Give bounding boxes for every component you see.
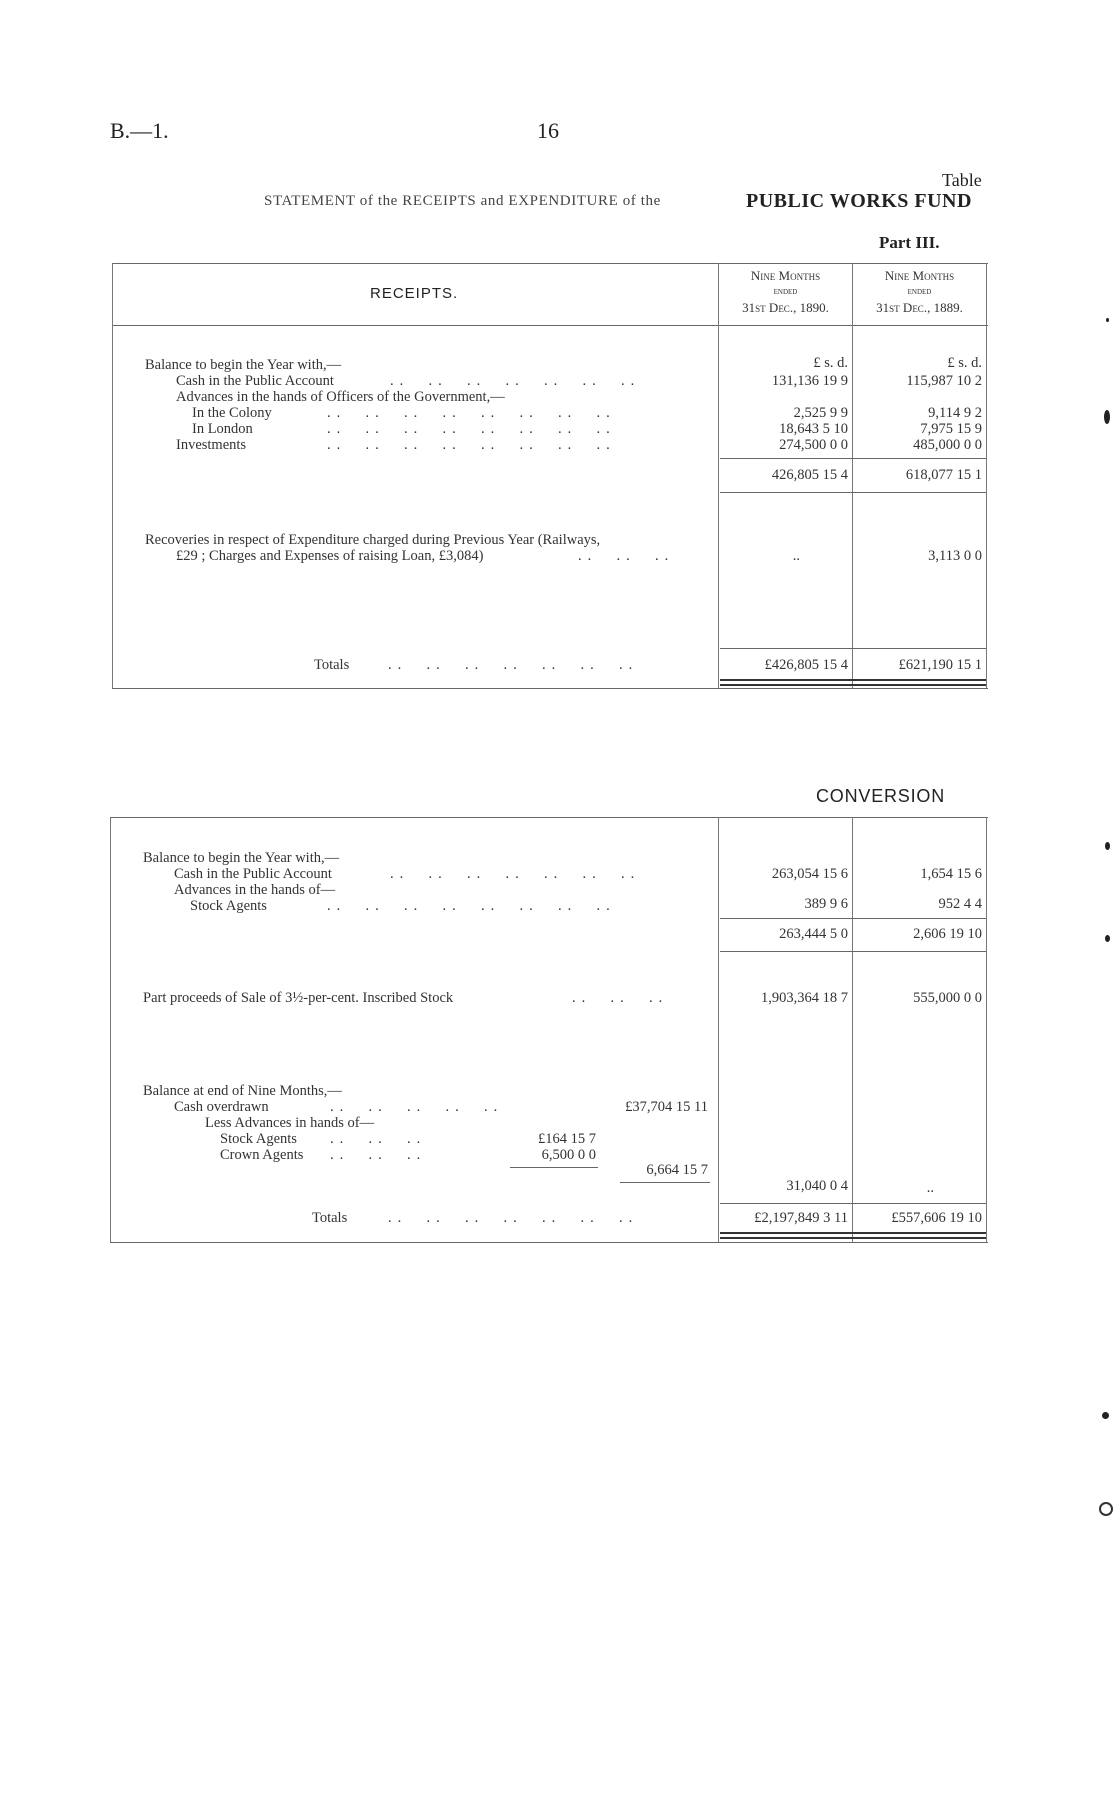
cell-1890: 389 9 6 (804, 896, 848, 912)
part-proceeds-label: Part proceeds of Sale of 3½-per-cent. Inscribed Stock (143, 990, 454, 1006)
row-label: Advances in the hands of— (174, 882, 336, 898)
row-label: Advances in the hands of Officers of the Government,— (176, 389, 505, 405)
leader-dots: .. .. .. .. .. .. .. (390, 373, 641, 389)
row-label: Balance to begin the Year with,— (143, 850, 340, 866)
totals-1889: £557,606 19 10 (891, 1210, 982, 1226)
cell-1890: 274,500 0 0 (779, 437, 848, 453)
col1-head-line3: 31st Dec., 1890. (742, 300, 829, 315)
recoveries-label: Recoveries in respect of Expenditure charged during Previous Year (Railways, (145, 532, 601, 548)
statement-title: STATEMENT of the RECEIPTS and EXPENDITURE of the (264, 193, 661, 209)
col2-head-line2: ended (907, 286, 932, 297)
recoveries-1889: 3,113 0 0 (928, 548, 982, 564)
row-label: Cash in the Public Account (174, 866, 332, 882)
part-proceeds-1889: 555,000 0 0 (913, 990, 982, 1006)
less-advances-label: Less Advances in hands of— (205, 1115, 375, 1131)
leader-dots: .. .. .. (330, 1147, 427, 1163)
balance-end-1889: .. (926, 1180, 934, 1196)
cell-1889: 7,975 15 9 (920, 421, 982, 437)
leader-dots: .. .. .. .. .. .. .. (388, 1210, 639, 1226)
cash-overdrawn-label: Cash overdrawn (174, 1099, 269, 1115)
stock-agents-label: Stock Agents (220, 1131, 297, 1147)
row-label: Stock Agents (190, 898, 267, 914)
leader-dots: .. .. .. (330, 1131, 427, 1147)
balance-end-label: Balance at end of Nine Months,— (143, 1083, 342, 1099)
col1-head-line1: Nine Months (750, 268, 821, 283)
totals-1890: £2,197,849 3 11 (754, 1210, 848, 1226)
table-label: Table (942, 170, 982, 190)
cell-1889: 1,654 15 6 (920, 866, 982, 882)
recoveries-label-cont: £29 ; Charges and Expenses of raising Loan, £3,084) (176, 548, 484, 564)
cash-overdrawn-amount: £37,704 15 11 (625, 1099, 708, 1115)
stock-agents-amount: £164 15 7 (538, 1131, 596, 1147)
col2-head-line1: Nine Months (884, 268, 955, 283)
leader-dots: .. .. .. (578, 548, 675, 564)
subtotal-1889: 2,606 19 10 (913, 926, 982, 942)
col2-head-line3: 31st Dec., 1889. (876, 300, 963, 315)
scan-speck (1104, 410, 1110, 424)
subtotal-1890: 426,805 15 4 (771, 467, 848, 483)
scan-speck (1105, 935, 1110, 942)
totals-label: Totals (314, 657, 350, 673)
part-label: Part III. (879, 233, 940, 252)
leader-dots: .. .. .. (572, 990, 669, 1006)
totals-label: Totals (312, 1210, 348, 1226)
balance-end-1890: 31,040 0 4 (786, 1178, 848, 1194)
row-label: In the Colony (192, 405, 272, 421)
cell-1889: 115,987 10 2 (906, 373, 982, 389)
part-proceeds-1890: 1,903,364 18 7 (761, 990, 848, 1006)
row-label: Balance to begin the Year with,— (145, 357, 342, 373)
fund-name: PUBLIC WORKS FUND (746, 190, 972, 212)
leader-dots: .. .. .. .. .. .. .. .. (327, 421, 616, 437)
conversion-heading: CONVERSION (816, 786, 946, 806)
cell-1889: 485,000 0 0 (913, 437, 982, 453)
column-header-1889 (853, 268, 986, 316)
receipts-heading: RECEIPTS. (370, 285, 459, 302)
totals-1890: £426,805 15 4 (764, 657, 848, 673)
leader-dots: .. .. .. .. .. .. .. .. (327, 437, 616, 453)
crown-agents-amount: 6,500 0 0 (541, 1147, 596, 1163)
scan-speck (1099, 1502, 1113, 1516)
scan-speck (1106, 318, 1109, 322)
scan-speck (1102, 1412, 1109, 1419)
leader-dots: .. .. .. .. .. .. .. .. (327, 898, 616, 914)
leader-dots: .. .. .. .. .. (330, 1099, 504, 1115)
scan-speck (1105, 842, 1110, 850)
currency-header-1: £ s. d. (813, 355, 848, 371)
recoveries-1890: .. (792, 548, 800, 564)
leader-dots: .. .. .. .. .. .. .. .. (327, 405, 616, 421)
advances-total: 6,664 15 7 (646, 1162, 708, 1178)
cell-1889: 9,114 9 2 (928, 405, 982, 421)
row-label: Cash in the Public Account (176, 373, 334, 389)
leader-dots: .. .. .. .. .. .. .. (390, 866, 641, 882)
col1-head-line2: ended (773, 286, 798, 297)
column-header-1890 (719, 268, 852, 316)
subtotal-1890: 263,444 5 0 (779, 926, 848, 942)
page-number: 16 (537, 118, 559, 143)
row-label: Investments (176, 437, 247, 453)
subtotal-1889: 618,077 15 1 (905, 467, 982, 483)
leader-dots: .. .. .. .. .. .. .. (388, 657, 639, 673)
page-reference: B.—1. (110, 118, 169, 143)
cell-1890: 18,643 5 10 (779, 421, 848, 437)
row-label: In London (192, 421, 253, 437)
cell-1890: 263,054 15 6 (771, 866, 848, 882)
crown-agents-label: Crown Agents (220, 1147, 304, 1163)
totals-1889: £621,190 15 1 (898, 657, 982, 673)
cell-1890: 131,136 19 9 (771, 373, 848, 389)
cell-1890: 2,525 9 9 (793, 405, 848, 421)
currency-header-2: £ s. d. (947, 355, 982, 371)
cell-1889: 952 4 4 (938, 896, 982, 912)
